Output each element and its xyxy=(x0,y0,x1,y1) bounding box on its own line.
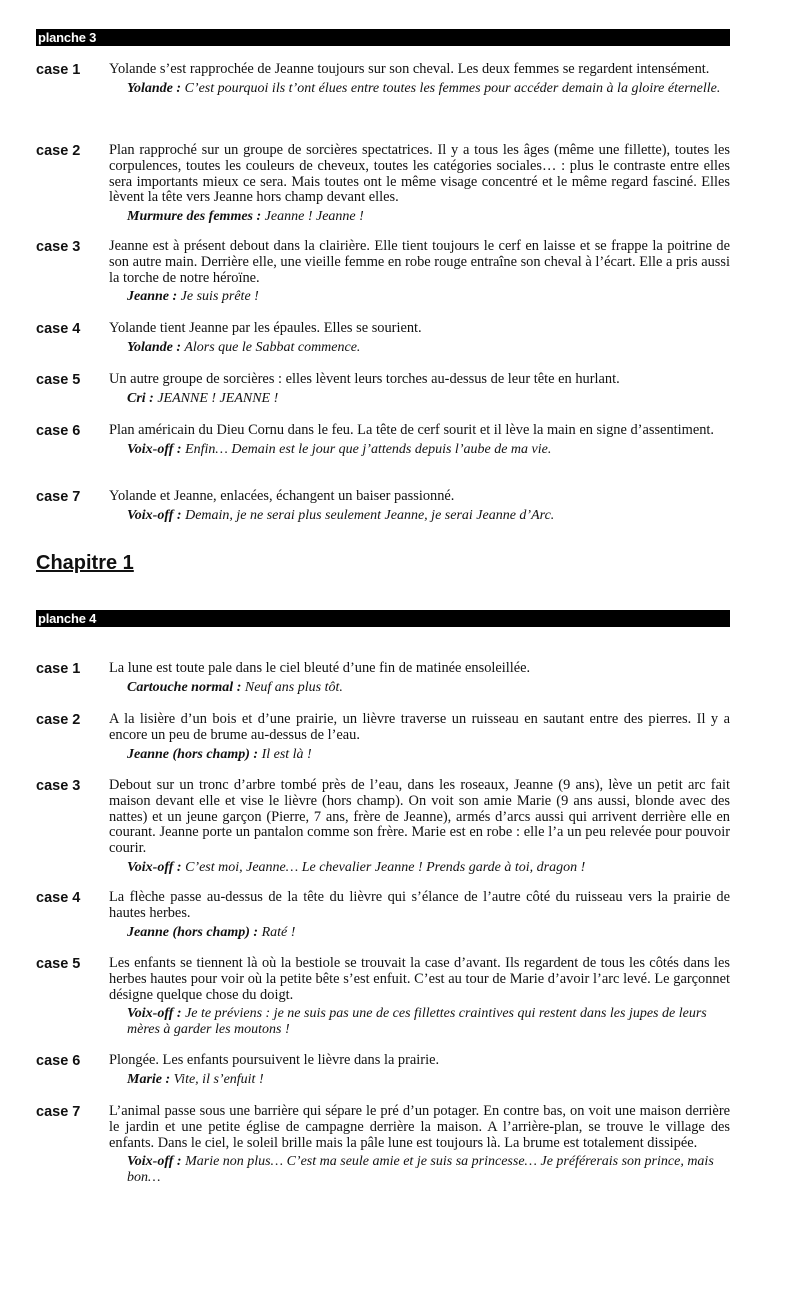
speaker: Jeanne (hors champ) : xyxy=(127,924,259,940)
case-description: Debout sur un tronc d’arbre tombé près de l’eau, dans les roseaux, Jeanne (9 ans), lève un petit arc fait maison devant elle et vise le lièvre (hors champ). On voit son amie Marie (9 ans aussi, blonde avec des nattes) et un jeune garçon (Pierre, 7 ans, frère de Jeanne), armés d’arcs aussi qui arrivent derrière elle en courant. Jeanne porte un pantalon comme son frère. Marie est en robe : elle l’a un peu relevée pour pouvoir courir. xyxy=(109,777,730,857)
dialogue-line: Jeanne ! Jeanne ! xyxy=(264,209,364,225)
p3-case-3 xyxy=(36,239,730,305)
case-description: Plan rapproché sur un groupe de sorcières spectatrices. Il y a tous les âges (même une fillette), toutes les corpulences, toutes les couleurs de cheveux, toutes les catégories sociales… : plus le contraste entre elles sera importants mieux ce sera. Mais toutes ont le même visage concentré et le même regard fasciné. Elles lèvent la tête vers Jeanne hors champ devant elles. xyxy=(109,142,730,206)
case-dialogue xyxy=(127,1154,730,1186)
case-label: case 6 xyxy=(36,1053,81,1069)
case-description: Jeanne est à présent debout dans la clairière. Elle tient toujours le cerf en laisse et se frappe la poitrine de son autre main. Derrière elle, une vieille femme en robe rouge entraîne son cheval à l’écart. Elle a pris aussi la torche de notre héroïne. xyxy=(109,238,730,286)
speaker: Voix-off : xyxy=(127,1154,182,1170)
case-description: Yolande s’est rapprochée de Jeanne toujours sur son cheval. Les deux femmes se regardent intensément. xyxy=(109,61,710,77)
case-label: case 7 xyxy=(36,489,81,505)
p4-case-2 xyxy=(36,712,730,762)
case-label: case 3 xyxy=(36,239,81,255)
dialogue-line: Je te préviens : je ne suis pas une de ces fillettes craintives qui restent dans les jupes de leurs mères à garder les moutons ! xyxy=(127,1006,707,1038)
p3-case-7 xyxy=(36,489,730,524)
p4-case-7 xyxy=(36,1104,730,1186)
speaker: Voix-off : xyxy=(127,441,182,457)
dialogue-line: Alors que le Sabbat commence. xyxy=(184,339,361,355)
p4-case-1 xyxy=(36,661,730,696)
case-label: case 2 xyxy=(36,143,81,159)
case-dialogue xyxy=(127,340,730,356)
speaker: Murmure des femmes : xyxy=(127,209,262,225)
case-label: case 5 xyxy=(36,956,81,972)
p3-case-5 xyxy=(36,372,730,407)
p3-case-1 xyxy=(36,62,730,97)
dialogue-line: JEANNE ! JEANNE ! xyxy=(157,390,279,406)
dialogue-line: Marie non plus… C’est ma seule amie et je suis sa princesse… Je préférerais son prince, mais bon… xyxy=(127,1154,714,1186)
p3-case-6 xyxy=(36,423,730,458)
speaker: Voix-off : xyxy=(127,507,182,523)
speaker: Marie : xyxy=(127,1071,171,1087)
dialogue-line: C’est pourquoi ils t’ont élues entre toutes les femmes pour accéder demain à la gloire éternelle. xyxy=(184,80,721,96)
p4-case-6 xyxy=(36,1053,730,1088)
p3-case-4 xyxy=(36,321,730,356)
case-description: Un autre groupe de sorcières : elles lèvent leurs torches au-dessus de leur tête en hurlant. xyxy=(109,371,620,387)
speaker: Cri : xyxy=(127,390,154,406)
case-description: Yolande tient Jeanne par les épaules. Elles se sourient. xyxy=(109,320,422,336)
case-dialogue xyxy=(127,289,730,305)
speaker: Voix-off : xyxy=(127,1006,182,1022)
dialogue-line: Neuf ans plus tôt. xyxy=(244,679,343,695)
dialogue-line: Raté ! xyxy=(261,924,296,940)
case-description: La lune est toute pale dans le ciel bleuté d’une fin de matinée ensoleillée. xyxy=(109,660,531,676)
speaker: Jeanne : xyxy=(127,289,178,305)
case-dialogue xyxy=(127,1072,730,1088)
case-description: Plan américain du Dieu Cornu dans le feu. La tête de cerf sourit et il lève la main en signe d’assentiment. xyxy=(109,422,715,438)
chapter-title: Chapitre 1 xyxy=(36,552,134,574)
case-dialogue xyxy=(127,680,730,696)
case-label: case 1 xyxy=(36,62,81,78)
p4-case-4 xyxy=(36,890,730,940)
speaker: Yolande : xyxy=(127,80,182,96)
dialogue-line: C’est moi, Jeanne… Le chevalier Jeanne ! Prends garde à toi, dragon ! xyxy=(185,859,586,875)
case-description: Yolande et Jeanne, enlacées, échangent un baiser passionné. xyxy=(109,488,455,504)
case-description: A la lisière d’un bois et d’une prairie, un lièvre traverse un ruisseau en sautant entre des pierres. Il y a encore un peu de brume au-dessus de l’eau. xyxy=(109,711,730,743)
case-dialogue xyxy=(127,860,730,876)
case-description: Plongée. Les enfants poursuivent le lièvre dans la prairie. xyxy=(109,1052,440,1068)
case-dialogue xyxy=(127,209,730,225)
case-dialogue xyxy=(127,925,730,941)
case-dialogue xyxy=(127,442,730,458)
case-description: L’animal passe sous une barrière qui sépare le pré d’un potager. En contre bas, on voit une maison derrière le jardin et une petite église de campagne derrière la maison. A l’arrière-plan, se trouve le village des enfants. Dans le ciel, le soleil brille mais la pâle lune est toujours là. La brume est totalement dissipée. xyxy=(109,1103,730,1151)
speaker: Jeanne (hors champ) : xyxy=(127,746,259,762)
dialogue-line: Demain, je ne serai plus seulement Jeanne, je serai Jeanne d’Arc. xyxy=(185,507,555,523)
speaker: Voix-off : xyxy=(127,859,182,875)
case-dialogue xyxy=(127,508,730,524)
case-dialogue xyxy=(127,391,730,407)
case-dialogue xyxy=(127,1006,730,1038)
speaker: Cartouche normal : xyxy=(127,679,242,695)
case-label: case 4 xyxy=(36,321,81,337)
dialogue-line: Il est là ! xyxy=(261,746,312,762)
p4-case-3 xyxy=(36,778,730,876)
dialogue-line: Enfin… Demain est le jour que j’attends depuis l’aube de ma vie. xyxy=(185,441,552,457)
case-label: case 2 xyxy=(36,712,81,728)
planche-3-header: planche 3 xyxy=(36,29,730,46)
dialogue-line: Vite, il s’enfuit ! xyxy=(173,1071,264,1087)
planche-4-header: planche 4 xyxy=(36,610,730,627)
case-label: case 5 xyxy=(36,372,81,388)
case-label: case 7 xyxy=(36,1104,81,1120)
case-description: La flèche passe au-dessus de la tête du lièvre qui s’élance de l’autre côté du ruisseau vers la prairie de hautes herbes. xyxy=(109,889,730,921)
p3-case-2 xyxy=(36,143,730,225)
case-label: case 6 xyxy=(36,423,81,439)
case-label: case 1 xyxy=(36,661,81,677)
case-label: case 4 xyxy=(36,890,81,906)
dialogue-line: Je suis prête ! xyxy=(180,289,259,305)
case-dialogue xyxy=(127,81,730,97)
case-description: Les enfants se tiennent là où la bestiole se trouvait la case d’avant. Ils regardent de tous les côtés dans les herbes hautes pour voir où la petite bête s’est enfuit. C’est au tour de Marie d’avoir l’arc levé. Le garçonnet désigne quelque chose du doigt. xyxy=(109,955,730,1003)
case-label: case 3 xyxy=(36,778,81,794)
speaker: Yolande : xyxy=(127,339,182,355)
p4-case-5 xyxy=(36,956,730,1038)
case-dialogue xyxy=(127,747,730,763)
